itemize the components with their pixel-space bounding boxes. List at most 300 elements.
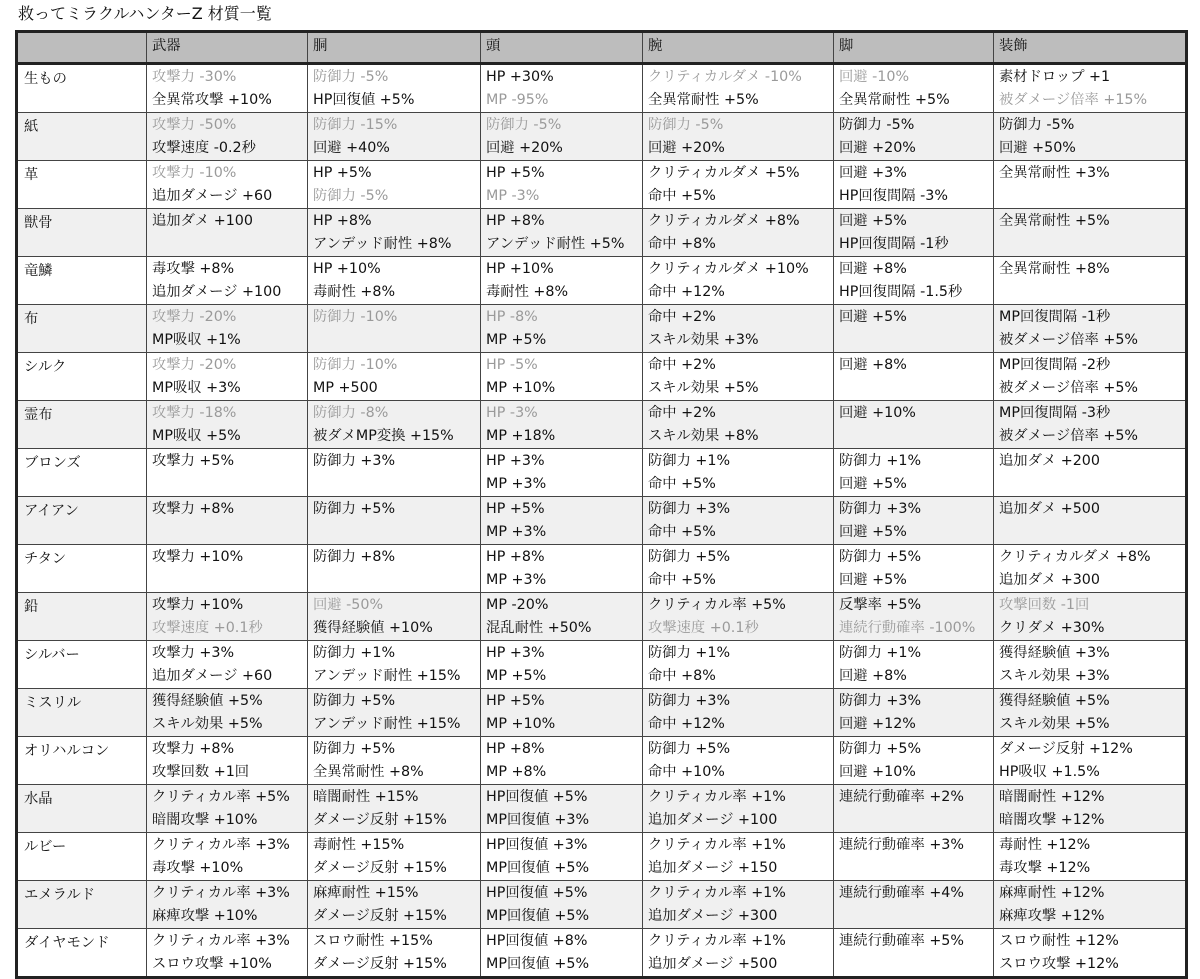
stat-line-negative: 攻撃力 -10% [152, 165, 237, 181]
stat-line: 全異常攻撃 +10% [152, 92, 272, 108]
stat-line: 全異常耐性 +5% [648, 92, 759, 108]
table-cell [834, 64, 994, 113]
stat-line: 追加ダメージ +60 [152, 188, 273, 204]
stat-line: 全異常耐性 +5% [839, 92, 950, 108]
material-name: ダイヤモンド [17, 929, 147, 978]
stat-line: アンデッド耐性 +15% [313, 668, 461, 684]
stat-line: クリダメ +30% [999, 620, 1105, 636]
table-cell [643, 161, 834, 209]
stat-line: MP +18% [486, 428, 556, 444]
material-name: シルバー [17, 641, 147, 689]
table-row [17, 64, 1187, 113]
table-cell [643, 449, 834, 497]
stat-line: HP +8% [486, 213, 545, 229]
stat-line: HP吸収 +1.5% [999, 764, 1100, 780]
table-cell [994, 401, 1187, 449]
table-row [17, 881, 1187, 929]
stat-line: 防御力 +5% [313, 501, 396, 517]
stat-line: 防御力 +3% [648, 501, 731, 517]
material-name: ブロンズ [17, 449, 147, 497]
column-header-accessory: 装飾 [994, 32, 1187, 64]
table-row [17, 209, 1187, 257]
stat-line: 麻痺耐性 +15% [313, 885, 419, 901]
stat-line: アンデッド耐性 +8% [313, 236, 452, 252]
table-cell [147, 641, 308, 689]
table-cell [834, 593, 994, 641]
table-cell [994, 833, 1187, 881]
stat-line: 回避 +8% [839, 357, 907, 373]
table-cell [834, 401, 994, 449]
stat-line-negative: 攻撃速度 +0.1秒 [648, 620, 759, 636]
material-name: 布 [17, 305, 147, 353]
stat-line: 攻撃力 +10% [152, 597, 244, 613]
stat-line: 防御力 +5% [648, 549, 731, 565]
table-cell [147, 401, 308, 449]
stat-line: 回避 +20% [648, 140, 725, 156]
stat-line: 全異常耐性 +5% [999, 213, 1110, 229]
table-cell [147, 161, 308, 209]
stat-line: MP回復間隔 -3秒 [999, 405, 1111, 421]
stat-line: スキル効果 +5% [152, 716, 263, 732]
table-cell [147, 209, 308, 257]
stat-line: HP +30% [486, 69, 554, 85]
stat-line: 攻撃力 +10% [152, 549, 244, 565]
stat-line: MP +500 [313, 380, 378, 396]
table-cell [481, 497, 643, 545]
table-cell [834, 497, 994, 545]
table-cell [834, 929, 994, 978]
table-row [17, 593, 1187, 641]
stat-line: HP +5% [486, 501, 545, 517]
column-header-corner [17, 32, 147, 64]
table-cell [481, 833, 643, 881]
table-cell [994, 689, 1187, 737]
stat-line: 追加ダメージ +500 [648, 956, 778, 972]
table-cell [834, 305, 994, 353]
table-cell [481, 161, 643, 209]
table-cell [643, 209, 834, 257]
table-cell [643, 545, 834, 593]
table-cell [834, 641, 994, 689]
stat-line-negative: 連続行動確率 -100% [839, 620, 976, 636]
table-cell [308, 161, 481, 209]
table-cell [481, 641, 643, 689]
stat-line: 連続行動確率 +3% [839, 837, 964, 853]
table-row [17, 833, 1187, 881]
table-cell [481, 593, 643, 641]
stat-line: 暗闇耐性 +15% [313, 789, 419, 805]
table-cell [481, 257, 643, 305]
table-cell [643, 497, 834, 545]
stat-line: MP吸収 +1% [152, 332, 241, 348]
stat-line: 被ダメMP変換 +15% [313, 428, 454, 444]
stat-line: 防御力 +3% [648, 693, 731, 709]
stat-line: 毒耐性 +15% [313, 837, 405, 853]
table-cell [308, 401, 481, 449]
stat-line: 毒耐性 +12% [999, 837, 1091, 853]
material-name: 革 [17, 161, 147, 209]
header-row [17, 32, 1187, 64]
table-cell [643, 113, 834, 161]
table-cell [994, 353, 1187, 401]
stat-line: スロウ攻撃 +12% [999, 956, 1119, 972]
table-cell [643, 929, 834, 978]
stat-line: HP +3% [486, 453, 545, 469]
stat-line: MP回復値 +5% [486, 956, 590, 972]
stat-line-negative: 防御力 -5% [313, 188, 389, 204]
stat-line: HP +5% [486, 165, 545, 181]
stat-line: クリティカル率 +3% [152, 933, 290, 949]
stat-line: スキル効果 +8% [648, 428, 759, 444]
column-header-arm: 腕 [643, 32, 834, 64]
table-cell [994, 64, 1187, 113]
stat-line-negative: 攻撃速度 +0.1秒 [152, 620, 263, 636]
stat-line-negative: 回避 -10% [839, 69, 910, 85]
stat-line: 回避 +5% [839, 524, 907, 540]
stat-line: HP回復値 +5% [486, 789, 588, 805]
stat-line: 命中 +2% [648, 405, 716, 421]
table-cell [147, 545, 308, 593]
stat-line-negative: 回避 -50% [313, 597, 384, 613]
table-cell [481, 929, 643, 978]
table-cell [308, 449, 481, 497]
table-cell [308, 689, 481, 737]
stat-line: 被ダメージ倍率 +5% [999, 332, 1138, 348]
materials-body [17, 64, 1187, 978]
stat-line: MP +5% [486, 332, 547, 348]
stat-line: MP回復値 +5% [486, 908, 590, 924]
stat-line: 全異常耐性 +3% [999, 165, 1110, 181]
stat-line: 被ダメージ倍率 +5% [999, 380, 1138, 396]
stat-line: 麻痺攻撃 +10% [152, 908, 258, 924]
table-cell [308, 929, 481, 978]
stat-line: クリティカルダメ +5% [648, 165, 800, 181]
table-cell [643, 737, 834, 785]
stat-line: MP +3% [486, 572, 547, 588]
table-cell [643, 593, 834, 641]
table-cell [147, 113, 308, 161]
stat-line: MP吸収 +5% [152, 428, 241, 444]
stat-line: 回避 +20% [486, 140, 563, 156]
table-cell [643, 353, 834, 401]
page-title: 救ってミラクルハンターZ 材質一覧 [18, 4, 272, 23]
stat-line-negative: 被ダメージ倍率 +15% [999, 92, 1148, 108]
table-cell [834, 353, 994, 401]
stat-line: HP +8% [486, 741, 545, 757]
stat-line: 追加ダメージ +100 [152, 284, 282, 300]
table-row [17, 353, 1187, 401]
stat-line: クリティカルダメ +8% [999, 549, 1151, 565]
table-cell [308, 113, 481, 161]
table-cell [481, 401, 643, 449]
stat-line: 防御力 +5% [839, 549, 922, 565]
stat-line: 攻撃力 +5% [152, 453, 235, 469]
stat-line-negative: MP -3% [486, 188, 540, 204]
stat-line: 防御力 +1% [313, 645, 396, 661]
material-name: 鉛 [17, 593, 147, 641]
material-name: アイアン [17, 497, 147, 545]
table-cell [643, 785, 834, 833]
table-cell [994, 929, 1187, 978]
stat-line: 回避 +5% [839, 309, 907, 325]
stat-line: ダメージ反射 +15% [313, 812, 447, 828]
stat-line: 回避 +8% [839, 261, 907, 277]
materials-table [15, 30, 1188, 979]
material-name: エメラルド [17, 881, 147, 929]
stat-line: クリティカル率 +5% [648, 597, 786, 613]
table-cell [481, 113, 643, 161]
table-cell [994, 881, 1187, 929]
table-cell [834, 209, 994, 257]
stat-line: 追加ダメージ +100 [648, 812, 778, 828]
stat-line: 追加ダメージ +300 [648, 908, 778, 924]
stat-line: 回避 +5% [839, 476, 907, 492]
stat-line: 命中 +12% [648, 284, 725, 300]
stat-line-negative: 攻撃回数 -1回 [999, 597, 1090, 613]
stat-line: 全異常耐性 +8% [999, 261, 1110, 277]
stat-line: 防御力 +3% [313, 453, 396, 469]
table-cell [994, 545, 1187, 593]
stat-line: 追加ダメ +300 [999, 572, 1100, 588]
stat-line: HP +5% [486, 693, 545, 709]
table-row [17, 689, 1187, 737]
stat-line: MP回復間隔 -2秒 [999, 357, 1111, 373]
stat-line-negative: 攻撃力 -50% [152, 117, 237, 133]
stat-line: 防御力 +3% [839, 693, 922, 709]
material-name: 獣骨 [17, 209, 147, 257]
stat-line: HP回復間隔 -3% [839, 188, 948, 204]
stat-line: 獲得経験値 +5% [999, 693, 1110, 709]
table-cell [308, 209, 481, 257]
table-cell [834, 785, 994, 833]
stat-line: 回避 +50% [999, 140, 1076, 156]
stat-line-negative: 攻撃力 -20% [152, 309, 237, 325]
stat-line: 麻痺攻撃 +12% [999, 908, 1105, 924]
table-cell [308, 545, 481, 593]
table-cell [308, 353, 481, 401]
stat-line: 命中 +5% [648, 572, 716, 588]
stat-line: スロウ攻撃 +10% [152, 956, 272, 972]
column-header-body: 胴 [308, 32, 481, 64]
table-cell [994, 641, 1187, 689]
table-cell [308, 593, 481, 641]
stat-line: アンデッド耐性 +15% [313, 716, 461, 732]
stat-line: 連続行動確率 +2% [839, 789, 964, 805]
stat-line: 獲得経験値 +3% [999, 645, 1110, 661]
table-row [17, 401, 1187, 449]
stat-line: 攻撃速度 -0.2秒 [152, 140, 256, 156]
stat-line: HP +8% [486, 549, 545, 565]
stat-line: クリティカル率 +5% [152, 789, 290, 805]
stat-line: クリティカルダメ +8% [648, 213, 800, 229]
stat-line: 攻撃回数 +1回 [152, 764, 250, 780]
stat-line: ダメージ反射 +15% [313, 956, 447, 972]
table-cell [481, 209, 643, 257]
table-cell [308, 305, 481, 353]
table-cell [308, 641, 481, 689]
material-name: 生もの [17, 64, 147, 113]
stat-line-negative: 攻撃力 -30% [152, 69, 237, 85]
stat-line: 回避 +40% [313, 140, 390, 156]
stat-line: MP +5% [486, 668, 547, 684]
stat-line: スキル効果 +3% [999, 668, 1110, 684]
stat-line: 被ダメージ倍率 +5% [999, 428, 1138, 444]
table-row [17, 113, 1187, 161]
stat-line: アンデッド耐性 +5% [486, 236, 625, 252]
table-cell [994, 161, 1187, 209]
stat-line: 暗闇攻撃 +10% [152, 812, 258, 828]
table-cell [643, 689, 834, 737]
table-cell [994, 113, 1187, 161]
table-cell [643, 833, 834, 881]
stat-line: HP回復値 +8% [486, 933, 588, 949]
stat-line: 追加ダメ +500 [999, 501, 1100, 517]
stat-line: HP回復値 +5% [313, 92, 415, 108]
stat-line: 防御力 +8% [313, 549, 396, 565]
table-cell [481, 785, 643, 833]
stat-line-negative: 防御力 -8% [313, 405, 389, 421]
table-cell [147, 785, 308, 833]
stat-line: 反撃率 +5% [839, 597, 922, 613]
stat-line: 毒攻撃 +10% [152, 860, 244, 876]
stat-line: スキル効果 +3% [648, 332, 759, 348]
stat-line: 攻撃力 +8% [152, 741, 235, 757]
material-name: 竜鱗 [17, 257, 147, 305]
stat-line: 命中 +12% [648, 716, 725, 732]
table-cell [834, 833, 994, 881]
table-cell [834, 257, 994, 305]
table-cell [643, 64, 834, 113]
stat-line: 命中 +5% [648, 188, 716, 204]
stat-line: 攻撃力 +8% [152, 501, 235, 517]
stat-line: 防御力 +1% [648, 645, 731, 661]
stat-line: 追加ダメージ +60 [152, 668, 273, 684]
stat-line: 回避 +10% [839, 405, 916, 421]
stat-line-negative: HP -5% [486, 357, 538, 373]
stat-line: 防御力 -5% [839, 117, 915, 133]
table-cell [308, 785, 481, 833]
stat-line-negative: 防御力 -10% [313, 357, 398, 373]
table-cell [308, 64, 481, 113]
stat-line: MP +3% [486, 524, 547, 540]
table-row [17, 161, 1187, 209]
stat-line: MP回復値 +3% [486, 812, 590, 828]
stat-line: MP -20% [486, 597, 549, 613]
table-cell [481, 737, 643, 785]
table-cell [147, 593, 308, 641]
table-row [17, 497, 1187, 545]
material-name: チタン [17, 545, 147, 593]
stat-line: 麻痺耐性 +12% [999, 885, 1105, 901]
stat-line: 防御力 +1% [839, 453, 922, 469]
material-name: ルビー [17, 833, 147, 881]
stat-line: 防御力 +5% [313, 741, 396, 757]
table-cell [643, 401, 834, 449]
stat-line: 防御力 +1% [648, 453, 731, 469]
stat-line: 毒耐性 +8% [486, 284, 569, 300]
table-cell [481, 305, 643, 353]
stat-line: クリティカル率 +3% [152, 885, 290, 901]
table-cell [147, 881, 308, 929]
stat-line: 暗闇耐性 +12% [999, 789, 1105, 805]
stat-line: 追加ダメ +200 [999, 453, 1100, 469]
table-row [17, 305, 1187, 353]
stat-line: 命中 +8% [648, 236, 716, 252]
stat-line: 命中 +2% [648, 357, 716, 373]
table-row [17, 929, 1187, 978]
stat-line: 命中 +5% [648, 524, 716, 540]
stat-line-negative: 防御力 -5% [313, 69, 389, 85]
table-cell [308, 833, 481, 881]
stat-line: 攻撃力 +3% [152, 645, 235, 661]
table-cell [147, 689, 308, 737]
table-cell [481, 545, 643, 593]
stat-line: 素材ドロップ +1 [999, 69, 1111, 85]
stat-line: MP +10% [486, 380, 556, 396]
table-row [17, 545, 1187, 593]
table-cell [834, 161, 994, 209]
table-cell [147, 833, 308, 881]
stat-line: クリティカル率 +3% [152, 837, 290, 853]
column-header-leg: 脚 [834, 32, 994, 64]
stat-line-negative: 攻撃力 -18% [152, 405, 237, 421]
stat-line: スキル効果 +5% [999, 716, 1110, 732]
stat-line: 防御力 +5% [839, 741, 922, 757]
stat-line: MP +8% [486, 764, 547, 780]
stat-line-negative: HP -3% [486, 405, 538, 421]
stat-line-negative: 攻撃力 -20% [152, 357, 237, 373]
stat-line: HP回復間隔 -1.5秒 [839, 284, 963, 300]
table-cell [994, 209, 1187, 257]
stat-line: 毒耐性 +8% [313, 284, 396, 300]
stat-line: 命中 +2% [648, 309, 716, 325]
table-cell [147, 449, 308, 497]
stat-line: 防御力 -5% [999, 117, 1075, 133]
table-row [17, 257, 1187, 305]
stat-line: クリティカル率 +1% [648, 885, 786, 901]
table-cell [147, 737, 308, 785]
table-row [17, 641, 1187, 689]
material-name: シルク [17, 353, 147, 401]
stat-line: 回避 +8% [839, 668, 907, 684]
column-header-head: 頭 [481, 32, 643, 64]
table-cell [643, 257, 834, 305]
stat-line: 命中 +10% [648, 764, 725, 780]
table-cell [994, 257, 1187, 305]
stat-line: MP +10% [486, 716, 556, 732]
stat-line-negative: 防御力 -15% [313, 117, 398, 133]
stat-line: スロウ耐性 +15% [313, 933, 433, 949]
stat-line: MP回復値 +5% [486, 860, 590, 876]
stat-line: 追加ダメ +100 [152, 213, 253, 229]
table-cell [994, 305, 1187, 353]
table-row [17, 737, 1187, 785]
stat-line: 獲得経験値 +5% [152, 693, 263, 709]
table-cell [834, 689, 994, 737]
table-cell [308, 257, 481, 305]
stat-line: MP吸収 +3% [152, 380, 241, 396]
stat-line: クリティカル率 +1% [648, 789, 786, 805]
stat-line: HP回復値 +5% [486, 885, 588, 901]
stat-line: 回避 +5% [839, 213, 907, 229]
stat-line: HP +5% [313, 165, 372, 181]
table-cell [834, 113, 994, 161]
table-cell [147, 497, 308, 545]
stat-line: ダメージ反射 +12% [999, 741, 1133, 757]
stat-line: 連続行動確率 +5% [839, 933, 964, 949]
stat-line: 回避 +3% [839, 165, 907, 181]
stat-line: スキル効果 +5% [648, 380, 759, 396]
